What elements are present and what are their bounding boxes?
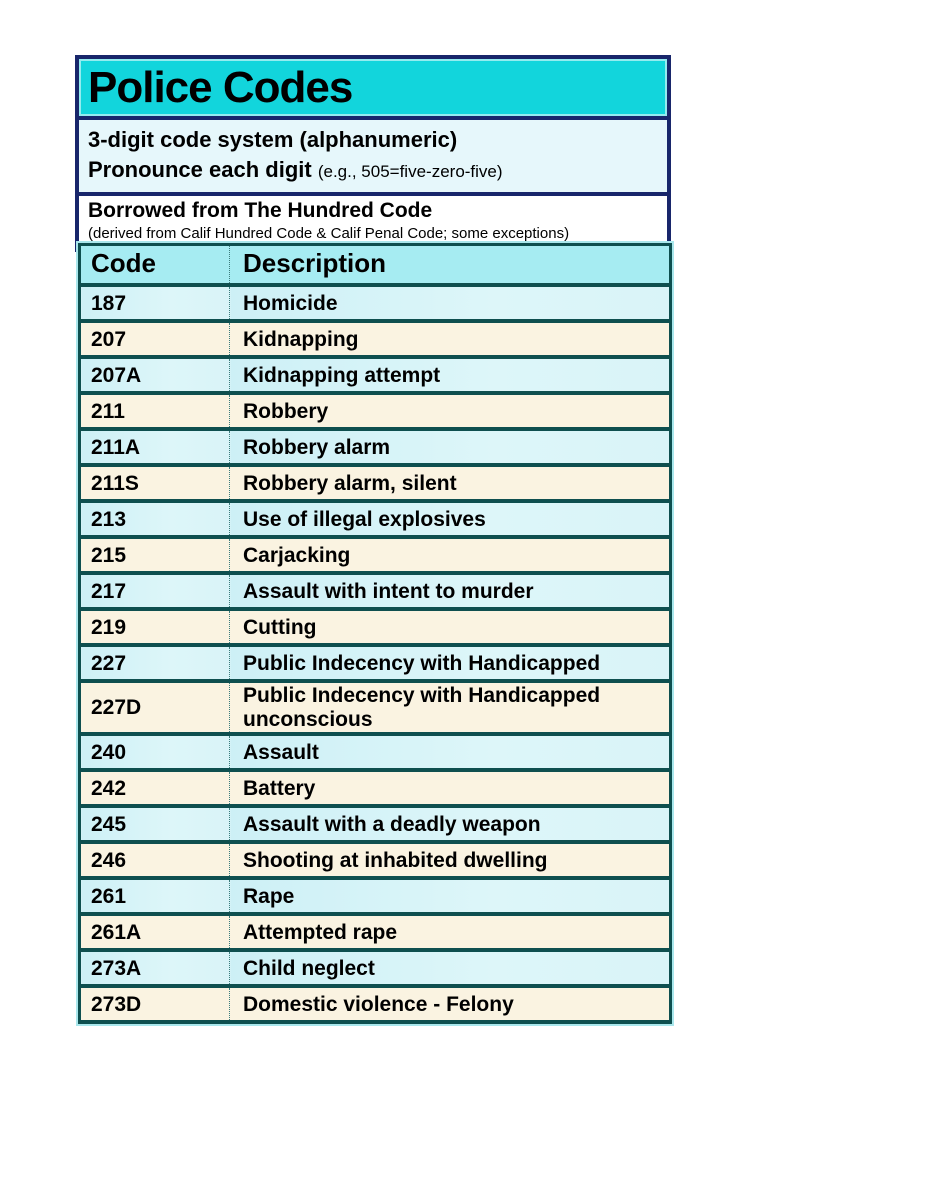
- code-cell: 273A: [80, 950, 230, 986]
- code-cell: 207A: [80, 357, 230, 393]
- table-row: [80, 609, 671, 645]
- table-row: [80, 842, 671, 878]
- description-cell: Assault with intent to murder: [230, 573, 671, 609]
- table-row: [80, 321, 671, 357]
- table-row: [80, 645, 671, 681]
- description-cell: Kidnapping attempt: [230, 357, 671, 393]
- table-row: [80, 429, 671, 465]
- table-row: [80, 501, 671, 537]
- code-cell: 219: [80, 609, 230, 645]
- code-cell: 217: [80, 573, 230, 609]
- codes-table: [78, 243, 672, 1024]
- header-box: [75, 55, 671, 252]
- table-row: [80, 878, 671, 914]
- table-row: [80, 986, 671, 1022]
- info-line-1: 3-digit code system (alphanumeric): [88, 127, 458, 152]
- source-info-box: [79, 192, 667, 248]
- description-cell: Use of illegal explosives: [230, 501, 671, 537]
- description-cell: Robbery alarm: [230, 429, 671, 465]
- table-row: [80, 734, 671, 770]
- description-cell: Battery: [230, 770, 671, 806]
- system-info-box: [79, 116, 667, 192]
- code-cell: 213: [80, 501, 230, 537]
- description-cell: Homicide: [230, 285, 671, 321]
- page-title: Police Codes: [88, 62, 353, 112]
- info-line-2: [88, 155, 661, 185]
- table-row: [80, 806, 671, 842]
- description-cell: Rape: [230, 878, 671, 914]
- table-row: [80, 537, 671, 573]
- code-cell: 227: [80, 645, 230, 681]
- code-cell: 187: [80, 285, 230, 321]
- code-cell: 242: [80, 770, 230, 806]
- code-cell: 246: [80, 842, 230, 878]
- table-row: [80, 285, 671, 321]
- description-cell: Kidnapping: [230, 321, 671, 357]
- code-cell: 240: [80, 734, 230, 770]
- table-row: [80, 357, 671, 393]
- source-line-1: Borrowed from The Hundred Code: [88, 199, 433, 223]
- code-cell: 211: [80, 393, 230, 429]
- code-cell: 207: [80, 321, 230, 357]
- codes-table-body: [80, 285, 671, 1022]
- codes-table-head: [80, 245, 671, 286]
- header-row: [80, 245, 671, 286]
- table-row: [80, 950, 671, 986]
- table-row: [80, 914, 671, 950]
- description-cell: Assault: [230, 734, 671, 770]
- table-row: [80, 770, 671, 806]
- code-cell: 227D: [80, 681, 230, 734]
- code-cell: 211S: [80, 465, 230, 501]
- code-cell: 261: [80, 878, 230, 914]
- description-column-header: Description: [230, 245, 671, 286]
- description-cell: Robbery alarm, silent: [230, 465, 671, 501]
- description-cell: Domestic violence - Felony: [230, 986, 671, 1022]
- code-column-header: Code: [80, 245, 230, 286]
- info-line-2-note: (e.g., 505=five-zero-five): [317, 161, 503, 181]
- description-cell: Public Indecency with Handicapped: [230, 645, 671, 681]
- table-row: [80, 393, 671, 429]
- description-cell: Cutting: [230, 609, 671, 645]
- source-line-2: (derived from Calif Hundred Code & Calif Penal Code; some exceptions): [88, 224, 570, 242]
- table-row: [80, 465, 671, 501]
- code-cell: 261A: [80, 914, 230, 950]
- code-cell: 245: [80, 806, 230, 842]
- code-cell: 273D: [80, 986, 230, 1022]
- description-cell: Shooting at inhabited dwelling: [230, 842, 671, 878]
- description-cell: Attempted rape: [230, 914, 671, 950]
- table-row: [80, 681, 671, 734]
- description-cell: Public Indecency with Handicapped unconscious: [230, 681, 671, 734]
- description-cell: Carjacking: [230, 537, 671, 573]
- description-cell: Robbery: [230, 393, 671, 429]
- table-row: [80, 573, 671, 609]
- info-line-2-main: Pronounce each digit: [88, 156, 312, 182]
- description-cell: Child neglect: [230, 950, 671, 986]
- code-cell: 215: [80, 537, 230, 573]
- code-cell: 211A: [80, 429, 230, 465]
- description-cell: Assault with a deadly weapon: [230, 806, 671, 842]
- title-bar: [79, 59, 667, 116]
